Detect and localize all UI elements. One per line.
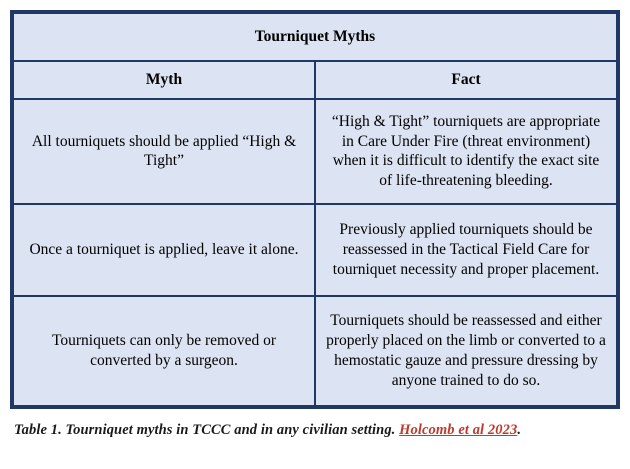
column-header-myth: Myth: [13, 61, 315, 99]
table-caption: [10, 422, 620, 439]
fact-cell: Tourniquets should be reassessed and either properly placed on the limb or converted to a hemostatic gauze and pressure dressing by anyone trained to do so.: [315, 296, 617, 406]
myth-cell: Tourniquets can only be removed or converted by a surgeon.: [13, 296, 315, 406]
table-row: [13, 296, 617, 406]
myth-cell: Once a tourniquet is applied, leave it alone.: [13, 204, 315, 296]
caption-suffix: .: [517, 421, 522, 438]
table-row: [13, 99, 617, 204]
tourniquet-myths-table: [10, 10, 620, 409]
fact-cell: Previously applied tourniquets should be reassessed in the Tactical Field Care for tourniquet necessity and proper placement.: [315, 204, 617, 296]
column-header-fact: Fact: [315, 61, 617, 99]
myth-fact-table: [12, 12, 618, 407]
myth-cell: All tourniquets should be applied “High & Tight”: [13, 99, 315, 204]
table-header-row: [13, 61, 617, 99]
caption-text: Table 1. Tourniquet myths in TCCC and in any civilian setting.: [14, 421, 400, 438]
citation-link[interactable]: Holcomb et al 2023: [399, 421, 518, 438]
fact-cell: “High & Tight” tourniquets are appropriate in Care Under Fire (threat environment) when it is difficult to identify the exact site of life-threatening bleeding.: [315, 99, 617, 204]
table-title: Tourniquet Myths: [13, 13, 617, 61]
table-row: [13, 204, 617, 296]
table-title-row: [13, 13, 617, 61]
